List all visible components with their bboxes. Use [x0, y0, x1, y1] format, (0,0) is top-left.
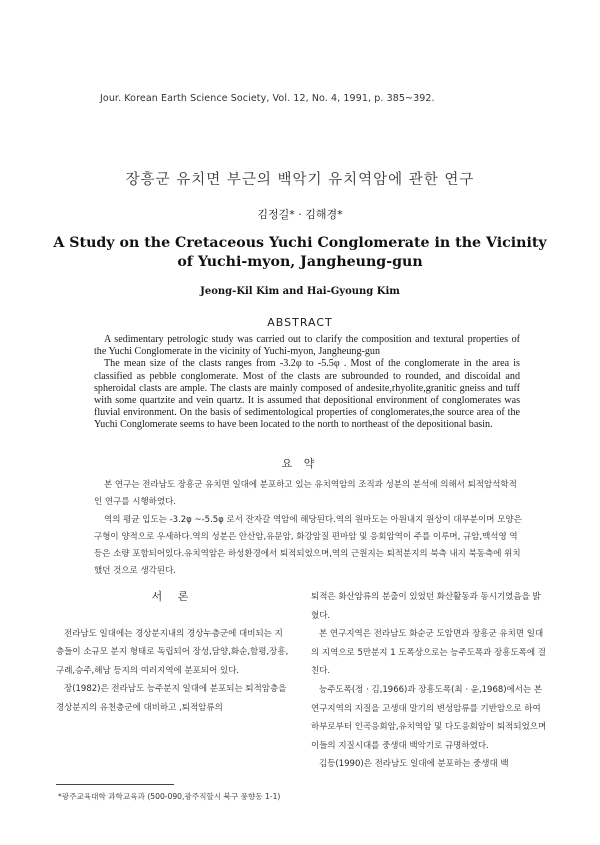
abstract-heading: ABSTRACT: [267, 316, 333, 329]
body-left-paragraph-2: 장(1982)은 전라남도 능주분지 일대에 분포되는 퇴적암층을 경상분지의 유천층군에 대비하고 ,퇴적암류의: [56, 684, 287, 713]
body-right-paragraph-2: 본 연구지역은 전라남도 화순군 도암면과 장흥군 유치면 일대의 지역으로 5만분지 1 도폭상으로는 능주도폭과 장흥도폭에 걸친다.: [311, 629, 547, 677]
body-left-paragraph-1: 전라남도 일대에는 경상분지내의 경상누층군에 대비되는 지층들이 소규모 분지 형태로 독립되어 장성,담양,화순,함평,장흥,구례,승주,해남 등지의 여러지역에 분포되어 있다.: [56, 628, 289, 676]
body-right-paragraph-1: 퇴적은 화산암류의 분출이 있었던 화산활동과 동시기였음을 밝혔다.: [311, 592, 541, 621]
english-authors: Jeong-Kil Kim and Hai-Gyoung Kim: [200, 286, 400, 297]
abstract-paragraph-2: The mean size of the clasts ranges from -3.2φ to -5.5φ . Most of the conglomerate in the area is classified as pebble conglomerate. Most of the clasts are subrounded to rounded, and discoidal and spheroidal clasts are ample. The clasts are mainly composed of andesite,rhyolite,granitic gneiss and tuff with some quartzite and vein quartz. It is assumed that depositional environment of conglomerates was fluvial environment. On the basis of sedimentological properties of conglomerates,the source area of the Yuchi Conglomerate seems to have been located to the north to northeast of the depositional basin.: [94, 358, 520, 431]
body-right-column: [311, 588, 547, 774]
korean-abstract-body: [94, 477, 524, 581]
english-title-line1: A Study on the Cretaceous Yuchi Conglomerate in the Vicinity: [53, 235, 547, 251]
body-right-paragraph-4: 김등(1990)은 전라남도 일대에 분포하는 중생대 백: [319, 759, 509, 770]
body-right-paragraph-3: 능주도폭(정 · 김,1966)과 장흥도폭(최 · 윤,1968)에서는 본 연구지역의 지질을 고생대 말기의 변성암류를 기반암으로 하여 하부로부터 인곡응회암,유치역암 및 다도응회암이 퇴적되었으며 이들의 지질시대를 중생대 백악기로 규명하였다.: [311, 684, 547, 751]
english-title-line2: of Yuchi-myon, Jangheung-gun: [177, 254, 423, 270]
korean-authors: 김정길* · 김해경*: [257, 208, 343, 221]
journal-citation: Jour. Korean Earth Science Society, Vol. 12, No. 4, 1991, p. 385~392.: [100, 93, 435, 104]
body-left-column: [56, 588, 290, 718]
korean-abstract-paragraph-2: 역의 평균 입도는 -3.2φ ~-5.5φ 로서 잔자갈 역암에 해당된다.역의 원마도는 아원내지 원상이 대부분이며 모양은 구형이 양적으로 우세하다.역의 성분은 안산암,유문암, 화강암질 편마암 및 응회암역이 주를 이루며, 규암,맥석영 역등은 소량 포함되어있다.유치역암은 하성환경에서 퇴적되었으며,역의 근원지는 퇴적분지의 북측 내지 북동측에 위치했던 것으로 생각된다.: [94, 514, 522, 577]
introduction-heading: 서 론: [151, 590, 195, 603]
abstract-paragraph-1: A sedimentary petrologic study was carried out to clarify the composition and textural properties of the Yuchi Conglomerate in the vicinity of Yuchi-myon, Jangheung-gun: [94, 334, 520, 358]
footnote-divider: [56, 784, 174, 785]
abstract-body: [94, 334, 520, 432]
korean-abstract-heading: 요 약: [281, 457, 319, 470]
english-title: [40, 234, 560, 272]
korean-abstract-paragraph-1: 본 연구는 전라남도 장흥군 유치면 일대에 분포하고 있는 유치역암의 조직과 성분의 분석에 의해서 퇴적암석학적인 연구를 시행하였다.: [94, 480, 517, 508]
affiliation-footnote: *광주교육대학 과학교육과 (500-090,광주직할시 북구 풍향동 1-1): [58, 792, 281, 801]
korean-title: 장흥군 유치면 부근의 백악기 유치역암에 관한 연구: [125, 172, 475, 188]
